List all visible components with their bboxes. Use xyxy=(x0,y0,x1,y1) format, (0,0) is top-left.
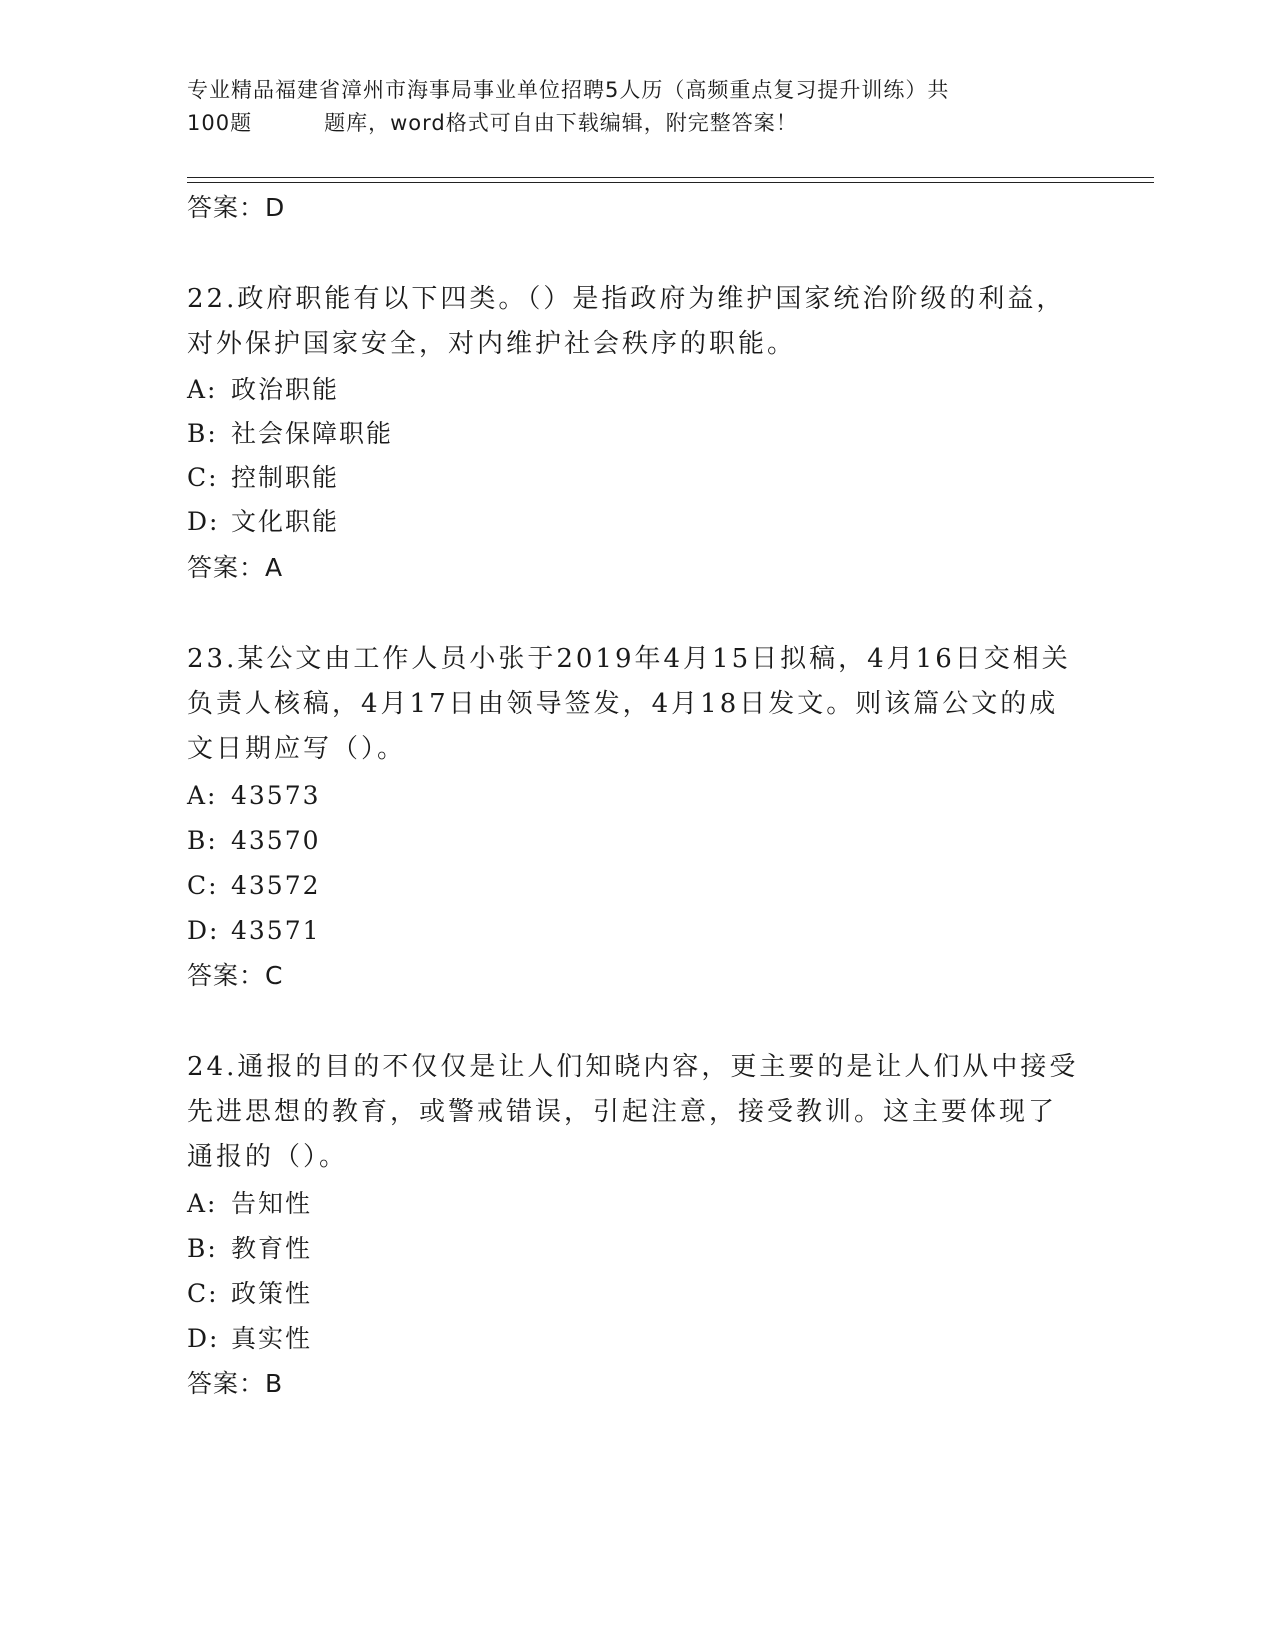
option-text: 政治职能 xyxy=(231,375,340,404)
option-label: B: xyxy=(187,1234,218,1263)
option-label: A: xyxy=(187,1189,218,1218)
answer-23: 答案：C xyxy=(187,961,284,990)
question-line: 22.政府职能有以下四类。（）是指政府为维护国家统治阶级的利益， xyxy=(187,284,1066,314)
header-description: 题库，word格式可自由下载编辑，附完整答案！ xyxy=(324,111,798,135)
header-line-2 xyxy=(187,107,1067,140)
option-b xyxy=(187,1231,312,1267)
option-d xyxy=(187,504,339,540)
option-c xyxy=(187,1276,312,1312)
question-22 xyxy=(187,277,1087,367)
question-23 xyxy=(187,637,1087,772)
option-c xyxy=(187,868,321,904)
option-text: 43573 xyxy=(231,781,321,810)
answer-22: 答案：A xyxy=(187,553,284,582)
option-label: D: xyxy=(187,916,220,945)
option-label: B: xyxy=(187,826,218,855)
question-24 xyxy=(187,1045,1087,1180)
option-label: A: xyxy=(187,781,218,810)
option-text: 43572 xyxy=(231,871,321,900)
header-divider-top xyxy=(187,177,1154,178)
header-divider-bottom xyxy=(187,182,1154,183)
header-count: 100题 xyxy=(187,111,253,135)
option-d xyxy=(187,913,321,949)
previous-answer: 答案：D xyxy=(187,193,286,222)
option-b xyxy=(187,416,393,452)
question-line: 23.某公文由工作人员小张于2019年4月15日拟稿，4月16日交相关 xyxy=(187,644,1071,674)
option-text: 社会保障职能 xyxy=(231,419,394,448)
question-line: 24.通报的目的不仅仅是让人们知晓内容，更主要的是让人们从中接受 xyxy=(187,1052,1079,1082)
option-text: 文化职能 xyxy=(231,507,340,536)
question-line: 先进思想的教育，或警戒错误，引起注意，接受教训。这主要体现了 xyxy=(187,1097,1058,1127)
question-line: 负责人核稿，4月17日由领导签发，4月18日发文。则该篇公文的成 xyxy=(187,689,1059,719)
question-line: 文日期应写（）。 xyxy=(187,734,407,764)
option-label: C: xyxy=(187,463,219,492)
option-label: C: xyxy=(187,1279,219,1308)
question-line: 通报的（）。 xyxy=(187,1142,349,1172)
question-line: 对外保护国家安全，对内维护社会秩序的职能。 xyxy=(187,329,797,359)
option-label: B: xyxy=(187,419,218,448)
option-text: 教育性 xyxy=(231,1234,313,1263)
option-b xyxy=(187,823,321,859)
option-c xyxy=(187,460,339,496)
answer-24: 答案：B xyxy=(187,1369,284,1398)
option-text: 43571 xyxy=(231,916,321,945)
document-header xyxy=(187,74,1067,140)
option-text: 43570 xyxy=(231,826,321,855)
option-label: D: xyxy=(187,1324,220,1353)
option-a xyxy=(187,778,321,814)
option-text: 告知性 xyxy=(231,1189,313,1218)
option-text: 政策性 xyxy=(231,1279,313,1308)
option-label: D: xyxy=(187,507,220,536)
option-text: 控制职能 xyxy=(231,463,340,492)
header-line-1: 专业精品福建省漳州市海事局事业单位招聘5人历（高频重点复习提升训练）共 xyxy=(187,78,950,102)
option-a xyxy=(187,1186,312,1222)
option-d xyxy=(187,1321,312,1357)
option-label: A: xyxy=(187,375,218,404)
option-label: C: xyxy=(187,871,219,900)
option-a xyxy=(187,372,339,408)
option-text: 真实性 xyxy=(231,1324,313,1353)
